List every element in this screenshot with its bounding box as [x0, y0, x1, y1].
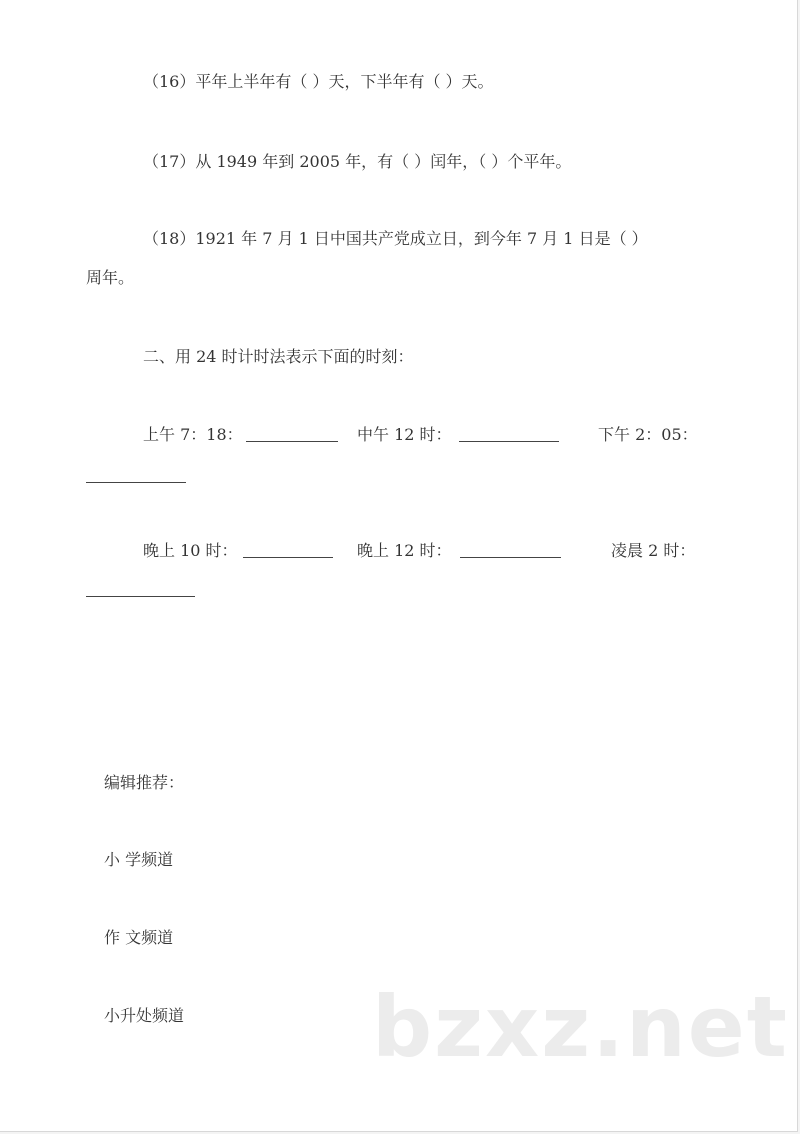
- time-label: 上午 7：18：: [143, 425, 243, 444]
- answer-blank-3[interactable]: [86, 468, 186, 483]
- answer-blank-6[interactable]: [86, 582, 195, 597]
- question-16: （16）平年上半年有（ ）天，下半年有（ ）天。: [143, 72, 494, 91]
- link-primary-school[interactable]: 小 学频道: [104, 850, 174, 869]
- watermark: bzxz.net: [372, 978, 789, 1076]
- time-item-1: [143, 425, 243, 445]
- time-item-5: [357, 541, 452, 561]
- time-label: 晚上 10 时：: [143, 541, 238, 560]
- answer-blank-1[interactable]: [246, 427, 338, 442]
- question-17: （17）从 1949 年到 2005 年，有（ ）闰年，（ ）个平年。: [143, 152, 572, 171]
- time-label: 下午 2：05：: [598, 425, 698, 444]
- time-label: 凌晨 2 时：: [611, 541, 696, 560]
- time-label: 晚上 12 时：: [357, 541, 452, 560]
- time-item-6: [611, 541, 695, 561]
- time-item-3: [598, 425, 698, 445]
- answer-blank-2[interactable]: [459, 427, 559, 442]
- link-composition[interactable]: 作 文频道: [104, 928, 174, 947]
- link-xiaoshengchu[interactable]: 小升处频道: [104, 1006, 185, 1025]
- answer-blank-5[interactable]: [460, 543, 561, 558]
- section-2-title: 二、用 24 时计时法表示下面的时刻：: [143, 347, 414, 366]
- time-label: 中午 12 时：: [357, 425, 452, 444]
- time-item-4: [143, 541, 238, 561]
- question-18-line2: 周年。: [86, 268, 135, 287]
- answer-blank-4[interactable]: [243, 543, 333, 558]
- time-item-2: [357, 425, 452, 445]
- question-18-line1: （18）1921 年 7 月 1 日中国共产党成立日，到今年 7 月 1 日是（ ）: [143, 229, 648, 248]
- recommend-title: 编辑推荐：: [104, 773, 185, 792]
